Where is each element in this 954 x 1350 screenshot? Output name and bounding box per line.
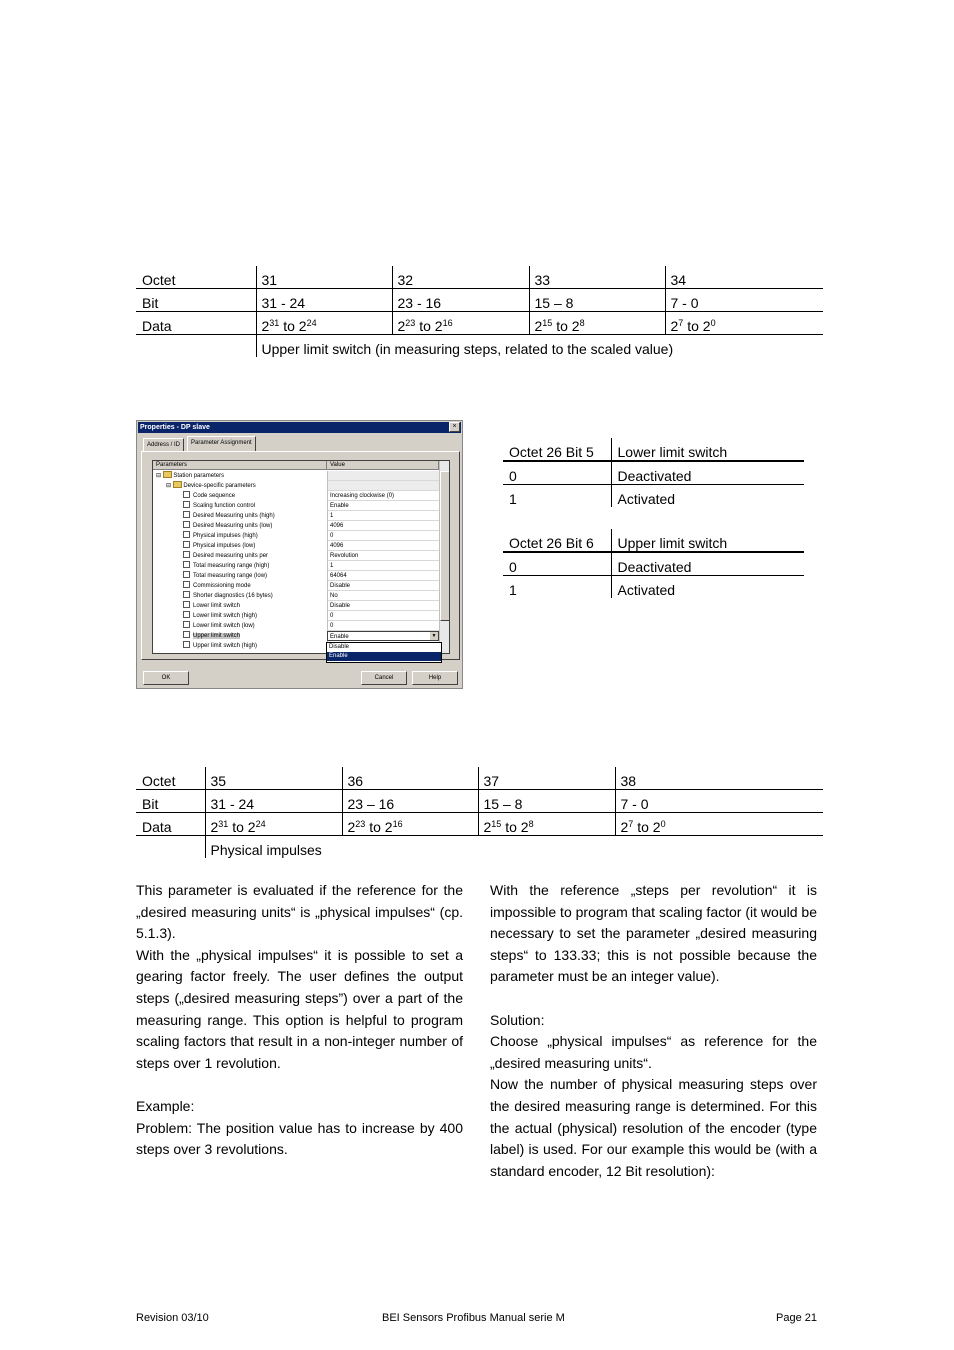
table-row — [136, 289, 823, 312]
parameter-icon — [183, 491, 190, 498]
paragraph: Solution: — [490, 1011, 545, 1028]
scrollbar-thumb[interactable] — [440, 471, 450, 621]
properties-dialog — [136, 420, 463, 689]
paragraph: With the „physical impulses“ it is possible to set a gearing factor freely. The user defines the output steps („desired measuring steps”) over a part of the measuring range. This option is helpful to program scaling factors that result in a non-integer number of steps over 1 revolution. — [136, 946, 463, 1071]
data-cell: $2^7$ to $2^0$ — [615, 813, 823, 836]
bit-cell: 23 - 16 — [392, 289, 529, 312]
tab-address-id[interactable]: Address / ID — [143, 438, 184, 451]
data-cell: $2^{15}$ to $2^8$ — [529, 312, 665, 335]
bit-cell: 7 - 0 — [665, 289, 823, 312]
parameter-row[interactable]: Lower limit switch (high) 0 — [153, 611, 439, 621]
table-header: Octet 26 Bit 5 — [509, 444, 594, 460]
parameter-row[interactable]: Shorter diagnostics (16 bytes) No — [153, 591, 439, 601]
table-description: Physical impulses — [205, 836, 823, 859]
parameter-icon — [183, 621, 190, 628]
row-label: Octet — [142, 773, 176, 789]
parameter-grid — [152, 460, 450, 654]
octet-cell: 38 — [615, 767, 823, 790]
octet-cell: 31 — [256, 266, 392, 289]
table-row — [503, 529, 804, 552]
parameter-icon — [183, 631, 190, 638]
bit-cell: 23 – 16 — [342, 790, 478, 813]
parameter-icon — [183, 601, 190, 608]
parameter-row[interactable]: Physical impulses (low) 4096 — [153, 541, 439, 551]
parameter-row[interactable]: Total measuring range (high) 1 — [153, 561, 439, 571]
bit-cell: 7 - 0 — [615, 790, 823, 813]
blank-line — [490, 988, 817, 1010]
bit-cell: 31 - 24 — [205, 790, 342, 813]
parameter-row[interactable]: Code sequence Increasing clockwise (0) — [153, 491, 439, 501]
table-header: Octet 26 Bit 6 — [509, 535, 594, 551]
table-row — [136, 836, 823, 859]
row-label: Data — [136, 813, 205, 836]
close-icon[interactable]: × — [449, 422, 460, 432]
parameter-row[interactable]: Lower limit switch Disable — [153, 601, 439, 611]
tab-parameter-assignment[interactable]: Parameter Assignment — [187, 436, 256, 451]
row-label: Bit — [136, 790, 205, 813]
folder-icon — [163, 471, 172, 478]
folder-icon — [173, 481, 182, 488]
table-title: Upper limit switch — [611, 529, 804, 552]
dropdown-list[interactable] — [326, 642, 442, 663]
bit-cell: 15 – 8 — [478, 790, 615, 813]
parameter-row[interactable]: Desired Measuring units (high) 1 — [153, 511, 439, 521]
data-cell: $2^7$ to $2^0$ — [665, 312, 823, 335]
upper-limit-switch-table — [503, 529, 804, 598]
table-row: 1 Activated — [503, 485, 804, 508]
paragraph: Choose „physical impulses“ as reference for the „desired measuring units“. — [490, 1033, 817, 1071]
cancel-button[interactable]: Cancel — [361, 671, 407, 685]
chevron-down-icon[interactable]: ▼ — [431, 633, 437, 639]
parameter-icon — [183, 501, 190, 508]
row-label: Octet — [142, 272, 176, 288]
footer-revision: Revision 03/10 — [136, 1312, 209, 1324]
parameter-icon — [183, 541, 190, 548]
dropdown-option[interactable]: Disable — [329, 644, 350, 650]
table-row: 1 Activated — [503, 576, 804, 599]
table-row: 0 Deactivated — [503, 552, 804, 576]
table-row — [136, 790, 823, 813]
octet-cell: 32 — [392, 266, 529, 289]
paragraph: Now the number of physical measuring steps over the desired measuring range is determined. For this the actual (physical) resolution of the encoder (type label) is used. For our example this would be (with a standard encoder, 12 Bit resolution): — [490, 1076, 817, 1179]
table-title: Lower limit switch — [611, 438, 804, 461]
dialog-title: Properties - DP slave — [138, 422, 461, 433]
tree-item-station[interactable]: ⊟ Station parameters — [153, 471, 439, 481]
parameter-row[interactable]: Lower limit switch (low) 0 — [153, 621, 439, 631]
parameter-row[interactable]: Upper limit switch (high) — [153, 641, 439, 651]
table-row — [136, 335, 823, 358]
parameter-row-selected[interactable]: Upper limit switch Enable ▼ — [153, 631, 439, 641]
parameter-icon — [183, 591, 190, 598]
bit-cell: 31 - 24 — [256, 289, 392, 312]
table-row — [136, 312, 823, 335]
right-text-column — [490, 880, 817, 1182]
table-row — [136, 266, 823, 289]
data-cell: $2^{15}$ to $2^8$ — [478, 813, 615, 836]
data-cell: $2^{31}$ to $2^{24}$ — [205, 813, 342, 836]
paragraph: With the reference „steps per revolution“ it is impossible to program that scaling factor (it would be necessary to set the parameter „desired measuring steps“ to 133.33; this is not possible because the parameter must be an integer value). — [490, 882, 817, 985]
octet-cell: 33 — [529, 266, 665, 289]
dropdown-option-selected[interactable]: Enable — [327, 652, 441, 661]
column-header-value: Value — [327, 461, 439, 470]
octet-cell: 36 — [342, 767, 478, 790]
paragraph: Example: — [136, 1097, 195, 1114]
octet-cell: 37 — [478, 767, 615, 790]
octet-cell: 34 — [665, 266, 823, 289]
table-row: 0 Deactivated — [503, 461, 804, 485]
parameter-row[interactable]: Desired measuring units per Revolution — [153, 551, 439, 561]
value-select[interactable]: Enable ▼ — [327, 631, 439, 641]
parameter-icon — [183, 561, 190, 568]
octet-cell: 35 — [205, 767, 342, 790]
paragraph: This parameter is evaluated if the reference for the „desired measuring units“ is „physical impulses“ (cp. 5.1.3). — [136, 882, 463, 942]
parameter-row[interactable]: Physical impulses (high) 0 — [153, 531, 439, 541]
left-text-column — [136, 880, 463, 1161]
scrollbar[interactable] — [439, 461, 449, 653]
lower-limit-switch-table — [503, 438, 804, 507]
parameter-row[interactable]: Commissioning mode Disable — [153, 581, 439, 591]
parameter-icon — [183, 511, 190, 518]
data-cell: $2^{23}$ to $2^{16}$ — [342, 813, 478, 836]
parameter-row[interactable]: Total measuring range (low) 64064 — [153, 571, 439, 581]
parameter-icon — [183, 611, 190, 618]
parameter-icon — [183, 581, 190, 588]
octet-table-physical-impulses — [136, 767, 823, 858]
footer-page-number: Page 21 — [776, 1312, 817, 1324]
table-row — [136, 767, 823, 790]
table-description: Upper limit switch (in measuring steps, related to the scaled value) — [256, 335, 823, 358]
parameter-icon — [183, 571, 190, 578]
paragraph: Problem: The position value has to increase by 400 steps over 3 revolutions. — [136, 1119, 463, 1158]
octet-table-upper-limit — [136, 266, 823, 357]
row-label: Data — [136, 312, 256, 335]
data-cell: $2^{31}$ to $2^{24}$ — [256, 312, 392, 335]
row-label: Bit — [136, 289, 256, 312]
parameter-row[interactable]: Desired Measuring units (low) 4096 — [153, 521, 439, 531]
data-cell: $2^{23}$ to $2^{16}$ — [392, 312, 529, 335]
column-header-parameters: Parameters — [153, 461, 327, 470]
bit-cell: 15 – 8 — [529, 289, 665, 312]
footer-title: BEI Sensors Profibus Manual serie M — [382, 1312, 565, 1324]
parameter-icon — [183, 521, 190, 528]
parameter-icon — [183, 531, 190, 538]
table-row — [503, 438, 804, 461]
parameter-icon — [183, 551, 190, 558]
tree-item-device[interactable]: ⊟ Device-specific parameters — [153, 481, 439, 491]
table-row — [136, 813, 823, 836]
parameter-icon — [183, 641, 190, 648]
help-button[interactable]: Help — [412, 671, 458, 685]
blank-line — [136, 1074, 463, 1096]
ok-button[interactable]: OK — [143, 671, 189, 685]
parameter-row[interactable]: Scaling function control Enable — [153, 501, 439, 511]
